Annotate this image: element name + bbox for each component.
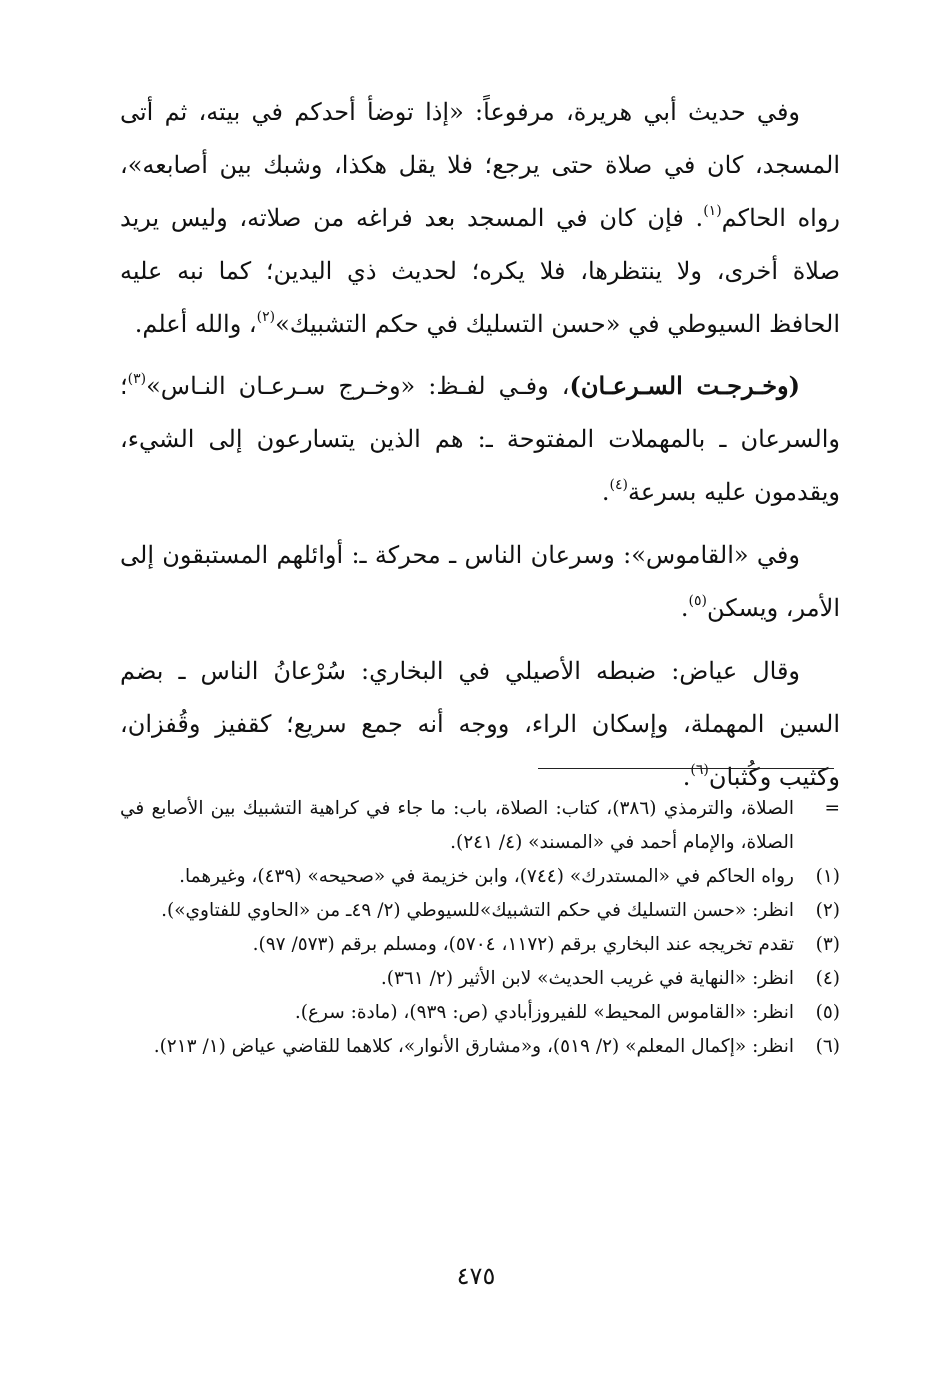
hadith-phrase-heading: (وخـرجـت السـرعـان) [569, 371, 801, 400]
paragraph-2-text: ، وفـي لفـظ: «وخـرج سـرعـان النـاس» [146, 372, 570, 400]
paragraph-3-text: وفي «القاموس»: وسرعان الناس ـ محركة ـ: أوائلهم المستبقون إلى الأمر، ويسكن [120, 541, 840, 622]
footnote-number: (٢) [815, 900, 840, 921]
paragraph-1-end: ، والله أعلم. [134, 310, 257, 338]
footnote-ref-5[interactable]: (٥) [688, 593, 707, 609]
footnote-separator [538, 768, 834, 769]
footnote-4 [120, 962, 840, 996]
footnote-5 [120, 996, 840, 1030]
paragraph-2-end: . [601, 478, 610, 506]
footnotes [120, 792, 840, 1064]
footnote-ref-6[interactable]: (٦) [690, 762, 709, 778]
footnote-number: (٤) [815, 968, 840, 989]
paragraph-1 [120, 86, 840, 351]
footnote-text: انظر: «حسن التسليك في حكم التشبيك»للسيوطي (٢/ ٤٩ـ من «الحاوي للفتاوي»). [161, 900, 794, 921]
footnote-ref-1[interactable]: (١) [703, 203, 722, 219]
footnote-text: انظر: «النهاية في غريب الحديث» لابن الأثير (٢/ ٣٦١). [380, 968, 794, 989]
paragraph-4 [120, 645, 840, 804]
paragraph-3 [120, 529, 840, 635]
footnote-6 [120, 1030, 840, 1064]
paragraph-1-text: وفي حديث أبي هريرة، مرفوعاً: «إذا توضأ أحدكم في بيته، ثم أتى المسجد، كان في صلاة حتى يرجع؛ فلا يقل هكذا، وشبك بين أصابعه»، رواه الحاكم [120, 98, 841, 232]
paragraph-4-end: . [682, 763, 691, 791]
footnote-number: (٦) [815, 1036, 840, 1057]
footnote-text: انظر: «إكمال المعلم» (٢/ ٥١٩)، و«مشارق الأنوار»، كلاهما للقاضي عياض (١/ ٢١٣). [153, 1036, 794, 1057]
footnote-number: (٥) [815, 1002, 840, 1023]
footnote-text: تقدم تخريجه عند البخاري برقم (١١٧٢، ٥٧٠٤)، ومسلم برقم (٥٧٣/ ٩٧). [252, 934, 794, 955]
footnote-number: (١) [815, 866, 840, 887]
footnote-text: انظر: «القاموس المحيط» للفيروزأبادي (ص: ٩٣٩)، (مادة: سرع). [294, 1002, 794, 1023]
page-number: ٤٧٥ [456, 1262, 496, 1290]
footnote-number: = [824, 798, 840, 819]
footnote-2 [120, 894, 840, 928]
footnote-number: (٣) [815, 934, 840, 955]
main-text [120, 86, 840, 814]
footnote-text: الصلاة، والترمذي (٣٨٦)، كتاب: الصلاة، باب: ما جاء في كراهية التشبيك بين الأصابع في الصلاة، والإمام أحمد في «المسند» (٤/ ٢٤١). [120, 798, 794, 853]
paragraph-2 [120, 359, 840, 519]
footnote-ref-4[interactable]: (٤) [609, 477, 628, 493]
paragraph-3-end: . [680, 594, 689, 622]
footnote-1 [120, 860, 840, 894]
footnote-3 [120, 928, 840, 962]
footnote-ref-2[interactable]: (٢) [256, 309, 276, 325]
paragraph-1-text-cont: . فإن كان في المسجد بعد فراغه من صلاته، وليس يريد صلاة أخرى، ولا ينتظرها، فلا يكره؛ لحديث ذي اليدين؛ كما نبه عليه الحافظ السيوطي في «حسن التسليك في حكم التشبيك» [120, 204, 840, 338]
paragraph-4-text: وقال عياض: ضبطه الأصيلي في البخاري: سُرْعانُ الناس ـ بضم السين المهملة، وإسكان الراء، ووجه أنه جمع سريع؛ كقفيز وقُفزان، وكثيب وكُثبان [120, 657, 840, 791]
footnote-text: رواه الحاكم في «المستدرك» (٧٤٤)، وابن خزيمة في «صحيحه» (٤٣٩)، وغيرهما. [179, 866, 794, 887]
footnote-continued [120, 792, 840, 860]
footnote-ref-3[interactable]: (٣) [127, 371, 147, 387]
paragraph-2-text-cont: ؛ والسرعان ـ بالمهملات المفتوحة ـ: هم الذين يتسارعون إلى الشيء، ويقدمون عليه بسرعة [120, 372, 840, 506]
